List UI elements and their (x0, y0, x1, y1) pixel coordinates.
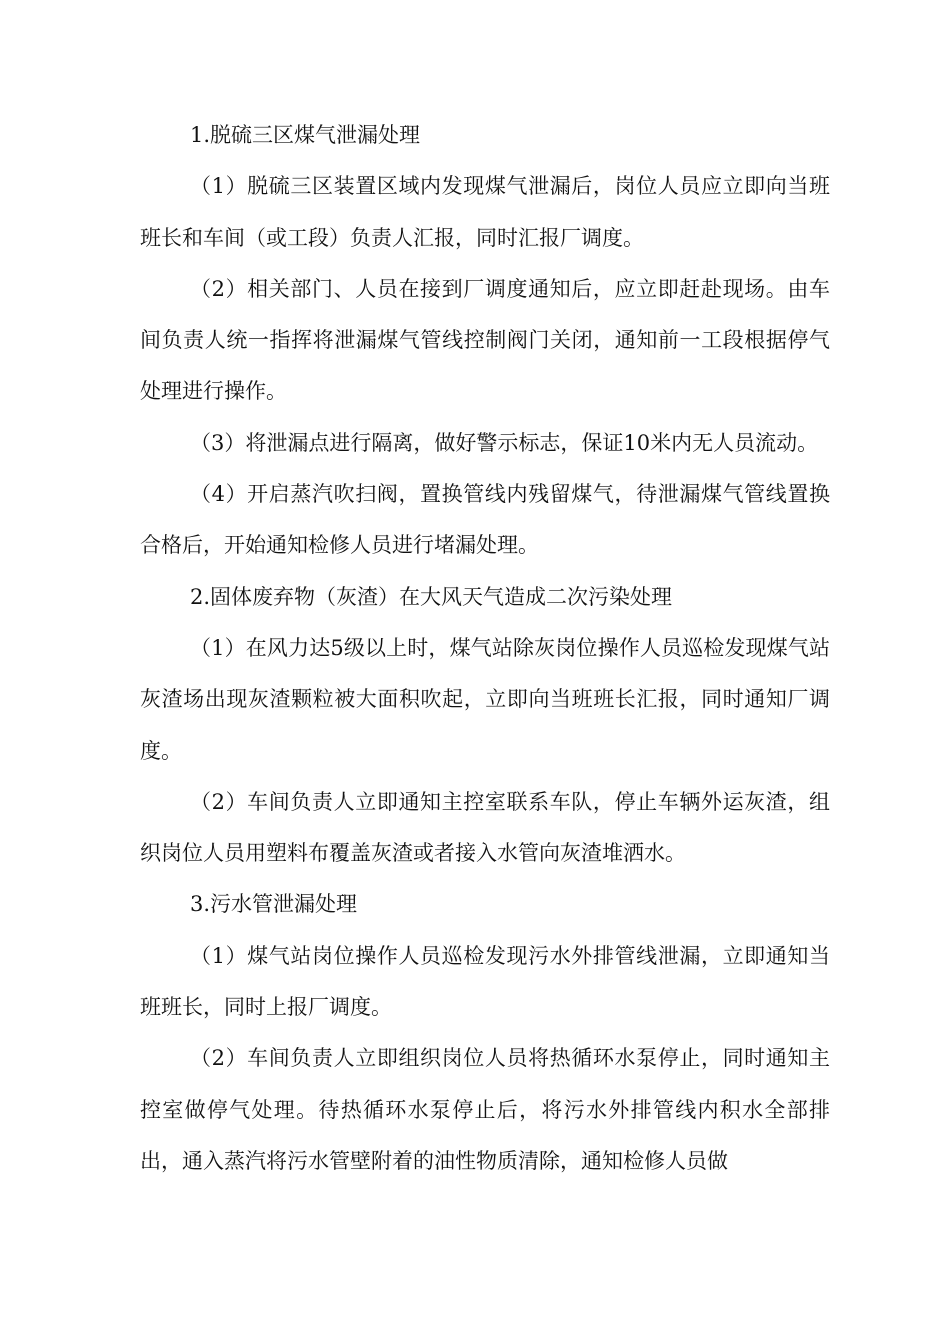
paragraph-1-1: （1）脱硫三区装置区域内发现煤气泄漏后，岗位人员应立即向当班班长和车间（或工段）负责人汇报，同时汇报厂调度。 (140, 174, 830, 250)
paragraph-3-2: （2）车间负责人立即组织岗位人员将热循环水泵停止，同时通知主控室做停气处理。待热循环水泵停止后，将污水外排管线内积水全部排出，通入蒸汽将污水管壁附着的油性物质清除，通知检修人员做 (140, 1046, 830, 1173)
paragraph-1-2: （2）相关部门、人员在接到厂调度通知后，应立即赶赴现场。由车间负责人统一指挥将泄漏煤气管线控制阀门关闭，通知前一工段根据停气处理进行操作。 (140, 276, 830, 404)
paragraph-1-4: （4）开启蒸汽吹扫阀，置换管线内残留煤气，待泄漏煤气管线置换合格后，开始通知检修人员进行堵漏处理。 (140, 482, 830, 558)
paragraph-2-1: （1）在风力达5级以上时，煤气站除灰岗位操作人员巡检发现煤气站灰渣场出现灰渣颗粒被大面积吹起，立即向当班班长汇报，同时通知厂调度。 (140, 635, 830, 763)
section-heading-3: 3.污水管泄漏处理 (190, 892, 358, 917)
paragraph-3-1: （1）煤气站岗位操作人员巡检发现污水外排管线泄漏，立即通知当班班长，同时上报厂调度。 (140, 943, 830, 1020)
section-heading-2: 2.固体废弃物（灰渣）在大风天气造成二次污染处理 (190, 584, 673, 609)
section-heading-1: 1.脱硫三区煤气泄漏处理 (190, 123, 421, 147)
paragraph-2-2: （2）车间负责人立即通知主控室联系车队，停止车辆外运灰渣，组织岗位人员用塑料布覆盖灰渣或者接入水管向灰渣堆洒水。 (140, 789, 830, 866)
document-page (140, 110, 830, 1187)
paragraph-1-3: （3）将泄漏点进行隔离，做好警示标志，保证10米内无人员流动。 (190, 430, 819, 455)
